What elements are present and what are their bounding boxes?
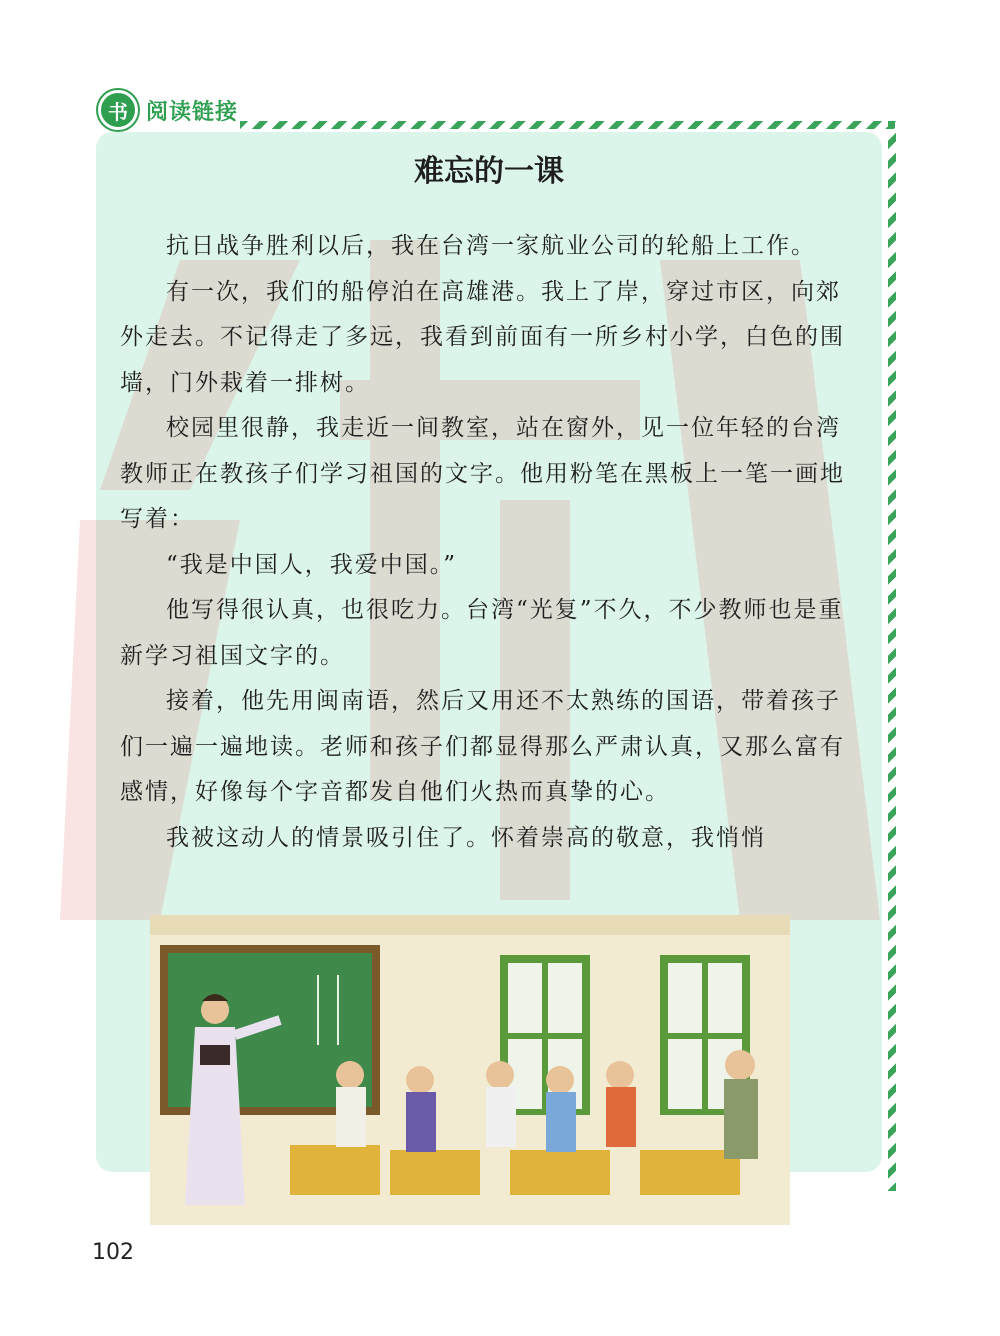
classroom-illustration	[150, 915, 790, 1225]
dashed-border-top	[240, 121, 895, 129]
paragraph: 校园里很静，我走近一间教室，站在窗外，见一位年轻的台湾教师正在教孩子们学习祖国的文字。他用粉笔在黑板上一笔一画地写着：	[120, 415, 845, 532]
dashed-border-right	[888, 121, 896, 1191]
book-icon: 书	[98, 90, 138, 130]
section-header	[98, 90, 238, 130]
paragraph-quote: “我是中国人，我爱中国。”	[166, 551, 458, 578]
section-title: 阅读链接	[146, 99, 239, 125]
paragraph: 有一次，我们的船停泊在高雄港。我上了岸，穿过市区，向郊外走去。不记得走了多远，我看到前面有一所乡村小学，白色的围墙，门外栽着一排树。	[120, 278, 845, 396]
paragraph: 他写得很认真，也很吃力。台湾“光复”不久，不少教师也是重新学习祖国文字的。	[120, 597, 844, 669]
article-body	[120, 224, 860, 861]
paragraph: 接着，他先用闽南语，然后又用还不太熟练的国语，带着孩子们一遍一遍地读。老师和孩子们都显得那么严肃认真，又那么富有感情，好像每个字音都发自他们火热而真挚的心。	[120, 688, 845, 805]
paragraph: 我被这动人的情景吸引住了。怀着崇高的敬意，我悄悄	[166, 824, 766, 851]
article-title: 难忘的一课	[414, 154, 564, 189]
paragraph: 抗日战争胜利以后，我在台湾一家航业公司的轮船上工作。	[166, 233, 816, 259]
page-number: 102	[92, 1240, 134, 1265]
